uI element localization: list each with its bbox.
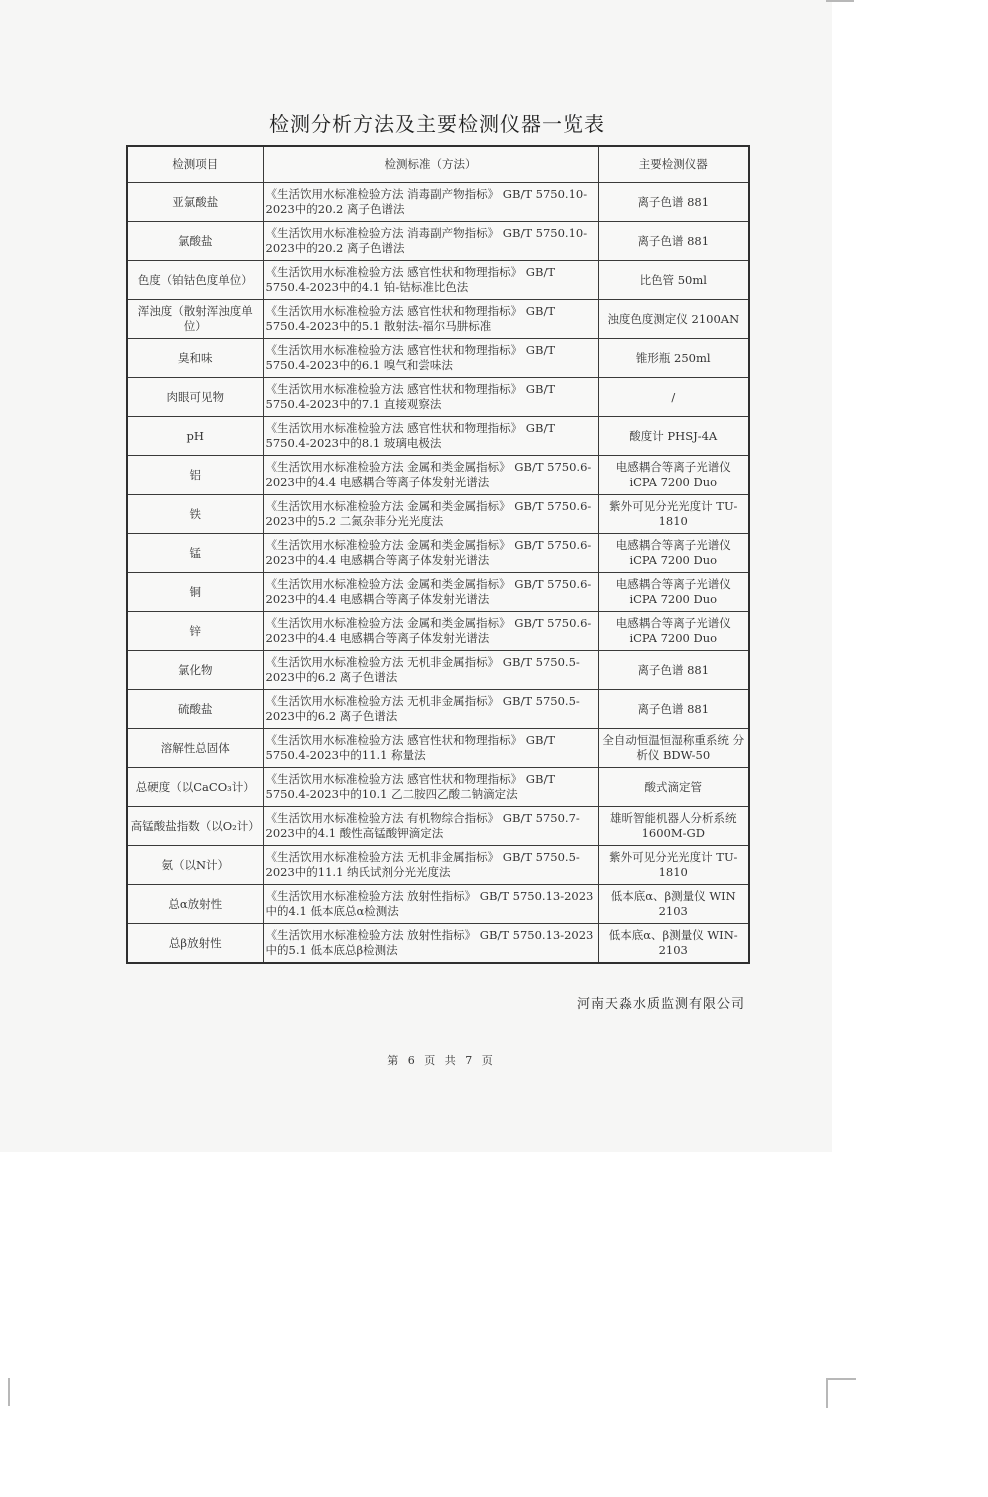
table-row	[127, 183, 749, 222]
table-row	[127, 612, 749, 651]
item-cell: 氯酸盐	[127, 222, 263, 261]
item-cell: 亚氯酸盐	[127, 183, 263, 222]
item-cell: 臭和味	[127, 339, 263, 378]
item-cell: pH	[127, 417, 263, 456]
instrument-cell: 离子色谱 881	[598, 222, 749, 261]
instrument-cell: 离子色谱 881	[598, 690, 749, 729]
item-cell: 铝	[127, 456, 263, 495]
instrument-cell: 离子色谱 881	[598, 183, 749, 222]
instrument-cell: 紫外可见分光光度计 TU-1810	[598, 495, 749, 534]
standard-cell: 《生活饮用水标准检验方法 消毒副产物指标》 GB/T 5750.10-2023中的20.2 离子色谱法	[263, 222, 598, 261]
table-row	[127, 222, 749, 261]
standard-cell: 《生活饮用水标准检验方法 感官性状和物理指标》 GB/T 5750.4-2023中的7.1 直接观察法	[263, 378, 598, 417]
instrument-cell: 低本底α、β测量仪 WIN-2103	[598, 924, 749, 964]
table-row	[127, 300, 749, 339]
table-row	[127, 573, 749, 612]
table-row	[127, 729, 749, 768]
standard-cell: 《生活饮用水标准检验方法 金属和类金属指标》 GB/T 5750.6-2023中的4.4 电感耦合等离子体发射光谱法	[263, 573, 598, 612]
instrument-cell: 电感耦合等离子光谱仪 iCPA 7200 Duo	[598, 534, 749, 573]
item-cell: 锰	[127, 534, 263, 573]
instrument-cell: 雄昕智能机器人分析系统 1600M-GD	[598, 807, 749, 846]
page-footer: 第 6 页 共 7 页	[387, 1054, 493, 1067]
item-cell: 总β放射性	[127, 924, 263, 964]
document-title: 检测分析方法及主要检测仪器一览表	[269, 112, 605, 136]
table-row	[127, 495, 749, 534]
header-instrument: 主要检测仪器	[598, 146, 749, 183]
standard-cell: 《生活饮用水标准检验方法 无机非金属指标》 GB/T 5750.5-2023中的6.2 离子色谱法	[263, 690, 598, 729]
standard-cell: 《生活饮用水标准检验方法 感官性状和物理指标》 GB/T 5750.4-2023中的5.1 散射法-福尔马肼标准	[263, 300, 598, 339]
instrument-cell: 电感耦合等离子光谱仪 iCPA 7200 Duo	[598, 612, 749, 651]
instrument-cell: 低本底α、β测量仪 WIN 2103	[598, 885, 749, 924]
instrument-cell: 电感耦合等离子光谱仪 iCPA 7200 Duo	[598, 456, 749, 495]
standard-cell: 《生活饮用水标准检验方法 金属和类金属指标》 GB/T 5750.6-2023中的4.4 电感耦合等离子体发射光谱法	[263, 612, 598, 651]
standard-cell: 《生活饮用水标准检验方法 感官性状和物理指标》 GB/T 5750.4-2023中的10.1 乙二胺四乙酸二钠滴定法	[263, 768, 598, 807]
instrument-cell: 全自动恒温恒湿称重系统 分析仪 BDW-50	[598, 729, 749, 768]
instrument-cell: 锥形瓶 250ml	[598, 339, 749, 378]
item-cell: 氯化物	[127, 651, 263, 690]
methods-table	[126, 145, 750, 964]
table-row	[127, 339, 749, 378]
standard-cell: 《生活饮用水标准检验方法 感官性状和物理指标》 GB/T 5750.4-2023中的6.1 嗅气和尝味法	[263, 339, 598, 378]
instrument-cell: 离子色谱 881	[598, 651, 749, 690]
item-cell: 氨（以N计）	[127, 846, 263, 885]
standard-cell: 《生活饮用水标准检验方法 感官性状和物理指标》 GB/T 5750.4-2023中的11.1 称量法	[263, 729, 598, 768]
instrument-cell: 比色管 50ml	[598, 261, 749, 300]
table-row	[127, 690, 749, 729]
standard-cell: 《生活饮用水标准检验方法 无机非金属指标》 GB/T 5750.5-2023中的11.1 纳氏试剂分光光度法	[263, 846, 598, 885]
header-item: 检测项目	[127, 146, 263, 183]
standard-cell: 《生活饮用水标准检验方法 感官性状和物理指标》 GB/T 5750.4-2023中的8.1 玻璃电极法	[263, 417, 598, 456]
table-row	[127, 456, 749, 495]
table-row	[127, 885, 749, 924]
standard-cell: 《生活饮用水标准检验方法 感官性状和物理指标》 GB/T 5750.4-2023中的4.1 铂-钴标准比色法	[263, 261, 598, 300]
company-name: 河南天淼水质监测有限公司	[576, 997, 745, 1012]
scan-corner-mark	[826, 0, 854, 6]
standard-cell: 《生活饮用水标准检验方法 放射性指标》 GB/T 5750.13-2023中的4.1 低本底总α检测法	[263, 885, 598, 924]
instrument-cell: /	[598, 378, 749, 417]
item-cell: 硫酸盐	[127, 690, 263, 729]
table-row	[127, 378, 749, 417]
standard-cell: 《生活饮用水标准检验方法 金属和类金属指标》 GB/T 5750.6-2023中的4.4 电感耦合等离子体发射光谱法	[263, 534, 598, 573]
item-cell: 铜	[127, 573, 263, 612]
table-row	[127, 924, 749, 964]
item-cell: 总硬度（以CaCO₃计）	[127, 768, 263, 807]
item-cell: 浑浊度（散射浑浊度单位）	[127, 300, 263, 339]
standard-cell: 《生活饮用水标准检验方法 金属和类金属指标》 GB/T 5750.6-2023中的5.2 二氮杂菲分光光度法	[263, 495, 598, 534]
item-cell: 铁	[127, 495, 263, 534]
item-cell: 高锰酸盐指数（以O₂计）	[127, 807, 263, 846]
table-row	[127, 417, 749, 456]
item-cell: 总α放射性	[127, 885, 263, 924]
scan-corner-mark	[8, 1378, 11, 1406]
standard-cell: 《生活饮用水标准检验方法 放射性指标》 GB/T 5750.13-2023中的5.1 低本底总β检测法	[263, 924, 598, 964]
standard-cell: 《生活饮用水标准检验方法 金属和类金属指标》 GB/T 5750.6-2023中的4.4 电感耦合等离子体发射光谱法	[263, 456, 598, 495]
table-row	[127, 846, 749, 885]
instrument-cell: 酸式滴定管	[598, 768, 749, 807]
item-cell: 溶解性总固体	[127, 729, 263, 768]
table-row	[127, 261, 749, 300]
item-cell: 锌	[127, 612, 263, 651]
instrument-cell: 紫外可见分光光度计 TU-1810	[598, 846, 749, 885]
instrument-cell: 电感耦合等离子光谱仪 iCPA 7200 Duo	[598, 573, 749, 612]
instrument-cell: 酸度计 PHSJ-4A	[598, 417, 749, 456]
instrument-cell: 浊度色度测定仪 2100AN	[598, 300, 749, 339]
table-row	[127, 807, 749, 846]
table-row	[127, 534, 749, 573]
standard-cell: 《生活饮用水标准检验方法 无机非金属指标》 GB/T 5750.5-2023中的6.2 离子色谱法	[263, 651, 598, 690]
header-standard: 检测标准（方法）	[263, 146, 598, 183]
table-row	[127, 768, 749, 807]
table-row	[127, 651, 749, 690]
scan-corner-mark	[826, 1378, 856, 1408]
item-cell: 肉眼可见物	[127, 378, 263, 417]
standard-cell: 《生活饮用水标准检验方法 消毒副产物指标》 GB/T 5750.10-2023中的20.2 离子色谱法	[263, 183, 598, 222]
table-header-row	[127, 146, 749, 183]
standard-cell: 《生活饮用水标准检验方法 有机物综合指标》 GB/T 5750.7-2023中的4.1 酸性高锰酸钾滴定法	[263, 807, 598, 846]
item-cell: 色度（铂钴色度单位）	[127, 261, 263, 300]
